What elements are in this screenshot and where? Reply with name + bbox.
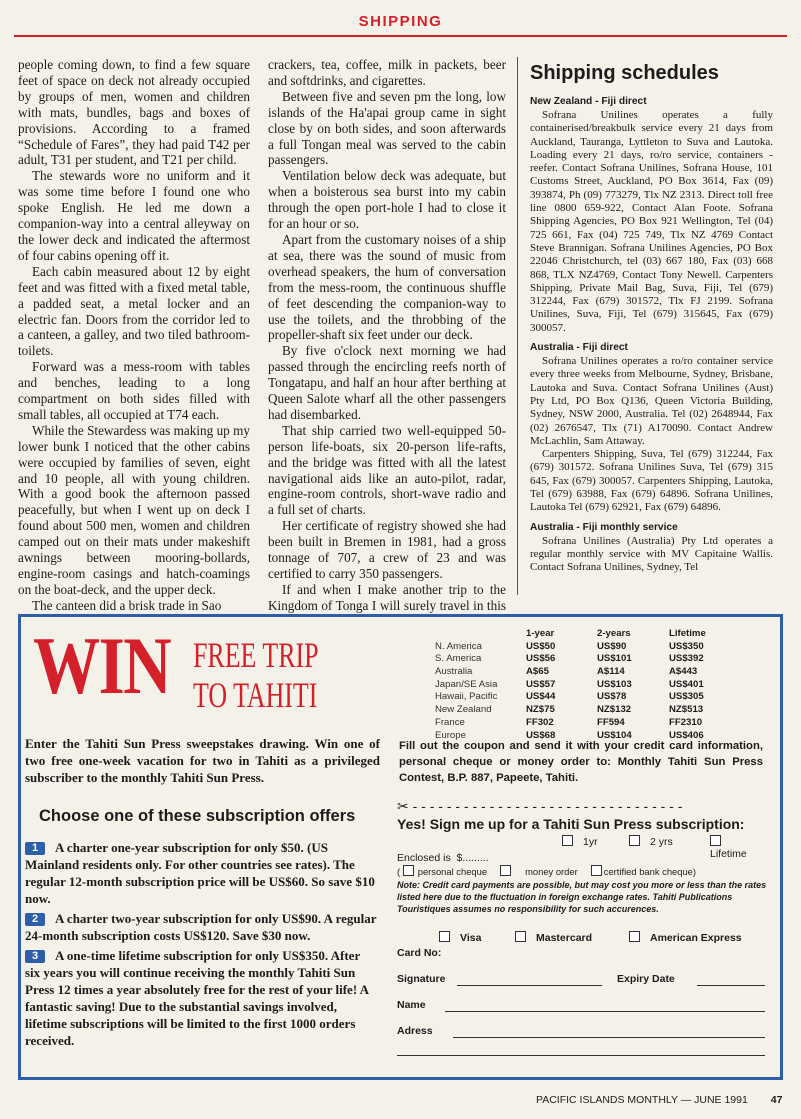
price-row <box>435 704 749 717</box>
free-trip-heading <box>193 635 319 715</box>
price-cell: US$57 <box>526 678 556 690</box>
price-cell: US$56 <box>526 653 556 665</box>
card-number-field[interactable] <box>397 947 767 973</box>
price-header-cell: 2-years <box>597 628 631 639</box>
region-cell: New Zealand <box>435 704 492 716</box>
price-cell: A$443 <box>669 666 698 678</box>
price-cell: A$114 <box>597 666 625 678</box>
paragraph: Her certificate of registry showed she had been built in Bremen in 1981, had a gross tonnage of 707, a crew of 23 and was certified to carry 350 passengers. <box>268 518 506 581</box>
price-cell: FF594 <box>597 716 625 728</box>
region-cell: Hawaii, Pacific <box>435 691 498 703</box>
paragraph: By five o'clock next morning we had passed through the encircling reefs north of Tongatapu, and half an hour after berthing at Queen Salote wharf all the other passengers had disembarked. <box>268 343 506 422</box>
card-options <box>397 927 767 947</box>
price-header-cell <box>435 628 526 641</box>
signature-line[interactable] <box>457 985 602 986</box>
paragraph: people coming down, to find a few square feet of space on deck not already occupied by groups of men, women and children with mats, bundles, bags and boxes of provisions. According to a framed “Schedule of Fares”, they had paid T42 per adult, T31 per student, and T21 per child. <box>18 57 250 168</box>
schedule-heading: Australia - Fiji direct <box>530 342 628 354</box>
offer-text: A charter one-year subscription for only $50. (US Mainland residents only. For other countries see rates). The regular 12-month subscription price will be US$60. So save $10 now. <box>25 840 375 906</box>
payment-option[interactable] <box>500 866 578 877</box>
term-lifetime-option[interactable] <box>710 835 767 860</box>
price-row <box>435 653 749 666</box>
paragraph: The canteen did a brisk trade in Sao <box>32 597 222 613</box>
price-cell: US$406 <box>669 729 704 741</box>
card-label: Visa <box>460 932 482 944</box>
offer-text: A one-time lifetime subscription for only US$350. After six years you will continue receiving the monthly Tahiti Sun Press 12 times a year absolutely free for the rest of your life! A fantastic saving! Due to the substantial savings involved, lifetime subscriptions will be limited to the first 1000 orders received. <box>25 948 369 1048</box>
price-header-cell: Lifetime <box>669 628 706 639</box>
checkbox[interactable] <box>515 931 526 942</box>
address-line[interactable] <box>453 1037 765 1038</box>
expiry-line[interactable] <box>697 985 765 986</box>
offer-number: 1 <box>25 842 45 855</box>
offers-list <box>25 839 377 1052</box>
enclosed-label: Enclosed is <box>397 852 451 864</box>
paragraph: crackers, tea, coffee, milk in packets, beer and softdrinks, and cigarettes. <box>268 57 506 88</box>
name-field[interactable] <box>397 999 767 1025</box>
publication-line: PACIFIC ISLANDS MONTHLY — JUNE 1991 <box>536 1094 748 1106</box>
price-cell: NZ$75 <box>526 704 555 716</box>
price-cell: US$103 <box>597 678 632 690</box>
address-field[interactable] <box>397 1025 767 1051</box>
subscription-ad <box>18 614 783 1080</box>
payment-option[interactable]: ( personal cheque <box>397 866 488 877</box>
scissors-icon: ✂ <box>397 798 409 814</box>
checkbox[interactable] <box>710 835 721 846</box>
card-label: American Express <box>650 932 742 944</box>
paragraph: While the Stewardess was making up my lower bunk I noticed that the other cabins were occupied by families of seven, eight and 10 people, all with young children. With a good book the afternoon passed peacefully, but when I went up on deck I found about 500 men, women and children camped out on their mats under makeshift awnings between mooring-bollards, engine-room casings and hatch-coamings on the boat-deck, and the upper deck. <box>18 422 250 597</box>
price-cell: US$44 <box>526 691 556 703</box>
term-2yrs-option[interactable] <box>629 835 673 848</box>
price-cell: FF2310 <box>669 716 703 728</box>
price-cell: NZ$513 <box>669 704 704 716</box>
page-footer <box>536 1094 782 1106</box>
price-cell: US$104 <box>597 729 632 741</box>
payment-note: Note: Credit card payments are possible, but may cost you more or less than the rates listed here due to the fluctuation in foreign exchange rates. Tahiti Publications Touristiques assumes no responsibility for such accurences. <box>397 880 767 914</box>
offer-text: A charter two-year subscription for only US$90. A regular 24-month subscription costs US$120. Save $30 now. <box>25 911 377 943</box>
schedule-paragraph: Carpenters Shipping, Suva, Tel (679) 312244, Fax (679) 301572. Sofrana Unilines Suva, Tel (679) 315 645, Fax (679) 300057. Carpenters Shipping, Lautoka, Tel (679) 63988, Fax (679) 64896. Sofrana Unilines, Lautoka Tel (679) 62921, Fax (679) 64896. <box>530 448 773 514</box>
paragraph: That ship carried two well-equipped 50-person life-boats, six 20-person life-rafts, and the bridge was fitted with all the latest navigational aids like an auto-pilot, radar, engine-room controls, short-wave radio and a full set of charts. <box>268 422 506 518</box>
price-cell: US$90 <box>597 640 627 652</box>
price-row <box>435 666 749 679</box>
checkbox[interactable] <box>629 835 640 846</box>
name-line[interactable] <box>445 1011 765 1012</box>
paragraph-text: If and when I make another trip to the Kingdom of Tonga I will surely travel in this <box>268 581 506 613</box>
price-cell: US$101 <box>597 653 632 665</box>
cut-line <box>397 797 767 815</box>
offer-item <box>25 839 377 907</box>
checkbox[interactable] <box>500 865 511 876</box>
price-cell: US$401 <box>669 678 704 690</box>
free-trip-line: TO TAHITI <box>193 675 318 715</box>
page-header <box>0 0 801 40</box>
article-column-1 <box>18 57 250 613</box>
offer-item <box>25 910 377 944</box>
card-label: Mastercard <box>536 932 593 944</box>
price-cell: US$392 <box>669 653 704 665</box>
coupon-instructions: Fill out the coupon and send it with your credit card information, personal cheque or money order to: Monthly Tahiti Sun Press Contest, B.P. 887, Papeete, Tahiti. <box>399 740 763 784</box>
page-number: 47 <box>770 1094 783 1106</box>
checkbox[interactable] <box>439 931 450 942</box>
checkbox[interactable] <box>403 865 414 876</box>
sweepstakes-text: Enter the Tahiti Sun Press sweepstakes drawing. Win one of two free one-week vacation for two in Tahiti as a privileged subscriber to the monthly Tahiti Sun Press. <box>25 736 380 785</box>
coupon-title: Yes! Sign me up for a Tahiti Sun Press subscription: <box>397 816 745 832</box>
column-divider <box>517 57 518 595</box>
price-header-cell: 1-year <box>526 628 555 639</box>
price-cell: US$50 <box>526 640 556 652</box>
enclosed-value[interactable]: $......... <box>456 852 489 864</box>
offer-item <box>25 947 377 1049</box>
price-row <box>435 717 749 730</box>
price-cell: A$65 <box>526 666 549 678</box>
paragraph: Apart from the customary noises of a ship at sea, there was the sound of music from overhead speakers, the hum of conversation from the mess-room, the continuous shuffle of feet descending the companion-way to use the toilets, and the throbbing of the propeller-shaft six feet under our deck. <box>268 231 506 343</box>
dashed-line: - - - - - - - - - - - - - - - - - - - - - - - - - - - - - - - - <box>408 798 683 814</box>
region-cell: France <box>435 716 465 728</box>
region-cell: S. America <box>435 653 482 665</box>
free-trip-line: FREE TRIP <box>193 635 319 675</box>
price-cell: US$78 <box>597 691 627 703</box>
paragraph: Forward was a mess-room with tables and benches, leading to a long compartment on both sides filled with small tables, all occupied at T74 each. <box>18 359 250 422</box>
address-label: Adress <box>397 1025 433 1037</box>
mastercard-option[interactable] <box>515 931 592 944</box>
card-number-label: Card No: <box>397 947 442 959</box>
checkbox-label: Lifetime <box>710 848 747 860</box>
checkbox[interactable] <box>591 865 602 876</box>
signature-field[interactable] <box>397 973 767 999</box>
paragraph: Each cabin measured about 12 by eight feet and was fitted with a fixed metal table, a padded seat, a metal locker and an electric fan. Doors from the corridor led to a canteen, a galley, and two tiled bathroom-toilets. <box>18 263 250 359</box>
schedule-heading: New Zealand - Fiji direct <box>530 96 647 107</box>
visa-option[interactable] <box>439 931 481 944</box>
win-heading: WIN <box>33 620 171 711</box>
price-row <box>435 679 749 692</box>
price-header-row <box>435 628 749 641</box>
price-cell: FF302 <box>526 716 554 728</box>
article-column-2 <box>268 57 506 613</box>
checkbox-label: 2 yrs <box>650 836 673 848</box>
offer-number: 2 <box>25 913 45 926</box>
schedule-paragraph: Sofrana Unilines (Australia) Pty Ltd operates a regular monthly service with MV Capitaine Wallis. Contact Sofrana Unilines, Sydney, Tel <box>530 534 773 574</box>
checkbox[interactable] <box>562 835 573 846</box>
region-cell: Japan/SE Asia <box>435 678 498 690</box>
paragraph: Between five and seven pm the long, low islands of the Ha'apai group came in sight close by on both sides, and soon afterwards a full Tongan meal was served to the cabin passengers. <box>268 88 506 168</box>
payment-label: personal cheque <box>417 866 488 877</box>
price-row <box>435 641 749 654</box>
offer-number: 3 <box>25 950 45 963</box>
paragraph: Ventilation below deck was adequate, but when a boisterous sea burst into my cabin through the open port-hole I had to close it for an hour or so. <box>268 168 506 232</box>
payment-label: money order <box>525 866 578 877</box>
region-cell: Europe <box>435 729 466 741</box>
checkbox-label: 1yr <box>583 836 598 848</box>
checkbox[interactable] <box>629 931 640 942</box>
payment-methods <box>397 865 767 878</box>
region-cell: Australia <box>435 666 473 678</box>
section-title: SHIPPING <box>358 13 443 30</box>
price-row <box>435 691 749 704</box>
payment-label: certified bank cheque <box>603 866 693 877</box>
schedule-paragraph: Sofrana Unilines operates a ro/ro container service every three weeks from Melbourne, Sydney, Brisbane, Lautoka and Suva. Contact Sofrana Unilines (Aust) Pty Ltd, PO Box Q136, Queen Victoria Building, Sydney, NSW 2000, Australia. Tel (02) 2648944, Fax (02) 2676547, Tlx (71) A170090. Contact Andrew McLachlin, Sam Attaway. <box>530 355 773 447</box>
price-table <box>435 628 749 742</box>
price-cell: US$305 <box>669 691 704 703</box>
price-cell: US$350 <box>669 640 704 652</box>
expiry-label: Expiry Date <box>617 973 675 985</box>
address-line-2[interactable] <box>397 1055 765 1056</box>
subscription-coupon <box>397 797 767 1051</box>
offers-title: Choose one of these subscription offers <box>39 807 356 825</box>
term-1yr-option[interactable] <box>562 835 598 848</box>
price-cell: NZ$132 <box>597 704 632 716</box>
schedules-title: Shipping schedules <box>530 62 719 84</box>
name-label: Name <box>397 999 426 1011</box>
schedule-heading: Australia - Fiji monthly service <box>530 521 678 533</box>
header-rule <box>14 35 787 37</box>
shipping-schedules <box>530 57 773 597</box>
signature-label: Signature <box>397 973 446 985</box>
price-cell: US$68 <box>526 729 556 741</box>
schedule-paragraph: Sofrana Unilines operates a fully containerised/breakbulk service every 21 days from Auckland, Tauranga, Lyttleton to Suva and Lautoka. Loading every 21 days, ro/ro service, containers - reefer. Contact Sofrana Unilines, Sofrana House, 101 Customs Street, Auckland, PO Box 3614, Fax (09) 393874, Ph (09) 773279, Tlx NZ 2313. Direct toll free line 0800 659-922, Contact Alan Foote. Sofrana Shipping Agencies, PO Box 921 Wellington, Tel (04) 725 661, Fax (04) 725 749, Tlx NZ 4769 Contact Steve Brannigan. Sofrana Unilines Agencies, PO Box 22046 Christchurch, tel (03) 667 180, Fax (03) 668 868, TLX NZ4769, Contact Tony Newell. Carpenters Shipping, Private Mail Bag, Suva, Fiji, Tel (679) 312244, Fax (679) 301572, Tlx FJ 2199. Sofrana Unilines, Suva, Fiji, Tel (679) 315645, Fax (679) 300057. <box>530 109 773 334</box>
amex-option[interactable] <box>629 931 742 944</box>
payment-option[interactable]: certified bank cheque) <box>591 866 696 877</box>
region-cell: N. America <box>435 640 482 652</box>
paragraph: The stewards wore no uniform and it was some time before I found one who spoke English. He led me down a companion-way into a central alleyway on the lower deck and indicated the aftermost of four cabins opening off it. <box>18 168 250 263</box>
